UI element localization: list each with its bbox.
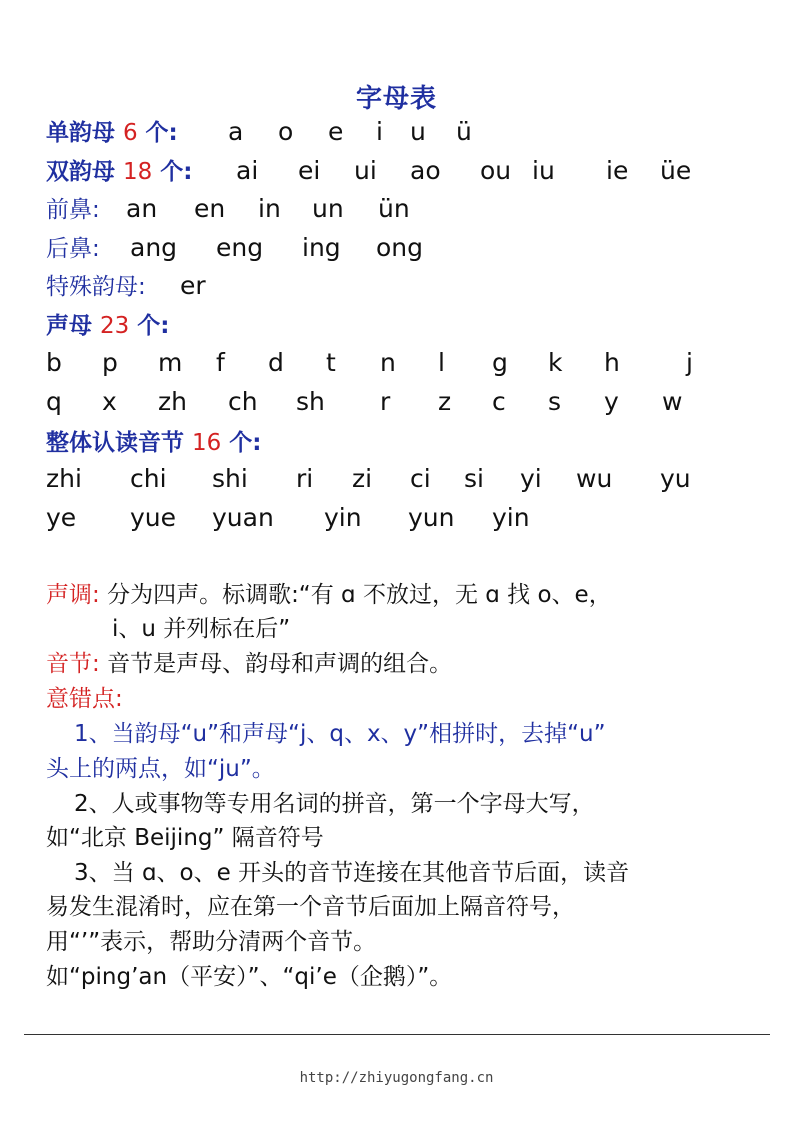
error-point-3-line-2: 易发生混淆时，应在第一个音节后面加上隔音符号， (46, 894, 575, 920)
simple-finals-row (46, 114, 472, 150)
whole-syllables-count: 16 (191, 430, 222, 456)
error-point-1-line-1: 1、当韵母“u”和声母“j、q、x、y”相拼时，去掉“u” (74, 721, 606, 747)
final-item: ou (480, 156, 512, 185)
special-final-row (46, 268, 206, 304)
initial-item: z (438, 387, 452, 416)
tones-label: 声调: (46, 582, 100, 608)
initial-item: d (268, 348, 284, 377)
final-item: ui (354, 156, 377, 185)
page-title: 字母表 (355, 84, 437, 114)
initial-item: l (438, 348, 445, 377)
initial-item: c (492, 387, 506, 416)
error-point-1-line-2: 头上的两点，如“ju”。 (46, 756, 275, 782)
initials-count: 23 (99, 313, 130, 339)
initial-item: k (548, 348, 563, 377)
compound-finals-count: 18 (122, 159, 153, 185)
final-item: ie (606, 156, 629, 185)
compound-finals-row (46, 153, 692, 189)
initial-item: j (686, 348, 693, 377)
syllable-item: ci (410, 464, 431, 493)
syllable-text: 音节是声母、韵母和声调的组合。 (107, 651, 453, 677)
final-item: an (126, 194, 158, 223)
compound-finals-unit: 个: (160, 159, 193, 185)
final-item: i (376, 117, 383, 146)
initial-item: r (380, 387, 391, 416)
front-nasal-label: 前鼻: (46, 197, 100, 223)
initial-item: q (46, 387, 62, 416)
whole-syllables-unit: 个: (229, 430, 262, 456)
final-item: eng (216, 233, 264, 262)
final-item: un (312, 194, 344, 223)
initial-item: ch (228, 387, 258, 416)
initial-item: g (492, 348, 508, 377)
final-item: ei (298, 156, 321, 185)
syllable-item: yin (324, 503, 362, 532)
syllable-item: zhi (46, 464, 82, 493)
syllable-item: yun (408, 503, 455, 532)
initial-item: y (604, 387, 619, 416)
initials-unit: 个: (137, 313, 170, 339)
simple-finals-unit: 个: (145, 120, 178, 146)
syllable-label: 音节: (46, 651, 100, 677)
initial-item: w (662, 387, 683, 416)
whole-syllables-label: 整体认读音节 (46, 430, 184, 456)
syllable-item: shi (212, 464, 248, 493)
syllable-line (46, 647, 452, 681)
initial-item: n (380, 348, 396, 377)
final-item: en (194, 194, 226, 223)
final-item: ai (236, 156, 259, 185)
initial-item: m (158, 348, 183, 377)
error-point-3-line-4: 如“ping’an（平安）”、“qi’e（企鹅）”。 (46, 964, 453, 990)
syllable-item: yin (492, 503, 530, 532)
syllable-item: yuan (212, 503, 274, 532)
back-nasal-label: 后鼻: (46, 236, 100, 262)
errors-label: 意错点: (46, 686, 123, 712)
final-item: üe (660, 156, 692, 185)
initial-item: p (102, 348, 118, 377)
syllable-item: ri (296, 464, 314, 493)
final-item: ün (378, 194, 410, 223)
syllable-item: yue (130, 503, 177, 532)
tones-text-2: i、u 并列标在后” (112, 616, 291, 642)
error-point-3-line-3: 用“’”表示，帮助分清两个音节。 (46, 929, 377, 955)
initial-item: f (216, 348, 225, 377)
final-item: a (228, 117, 244, 146)
syllable-item: yu (660, 464, 691, 493)
final-item: ao (410, 156, 441, 185)
error-point-2-line-2: 如“北京 Beijing” 隔音符号 (46, 825, 324, 851)
initials-label: 声母 (46, 313, 92, 339)
syllable-item: zi (352, 464, 373, 493)
syllable-item: ye (46, 503, 77, 532)
error-point-2-line-1: 2、人或事物等专用名词的拼音，第一个字母大写， (74, 791, 595, 817)
final-item: e (328, 117, 344, 146)
footer-divider (24, 1034, 770, 1035)
front-nasal-row (46, 191, 410, 227)
final-item: ü (456, 117, 472, 146)
initial-item: zh (158, 387, 187, 416)
final-item: in (258, 194, 281, 223)
initial-item: h (604, 348, 620, 377)
final-item: u (410, 117, 426, 146)
back-nasal-row (46, 230, 424, 266)
final-item: o (278, 117, 294, 146)
simple-finals-count: 6 (122, 120, 138, 146)
final-item: ong (376, 233, 424, 262)
initial-item: x (102, 387, 117, 416)
syllable-item: chi (130, 464, 167, 493)
compound-finals-label: 双韵母 (46, 159, 115, 185)
final-item: er (180, 271, 206, 300)
syllable-item: yi (520, 464, 542, 493)
final-item: ang (130, 233, 178, 262)
final-item: ing (302, 233, 341, 262)
tones-line-1 (46, 578, 612, 612)
initial-item: t (326, 348, 336, 377)
error-point-3-line-1: 3、当 ɑ、o、e 开头的音节连接在其他音节后面，读音 (74, 860, 630, 886)
footer-url[interactable]: http://zhiyugongfang.cn (299, 1070, 494, 1086)
initial-item: sh (296, 387, 325, 416)
initial-item: b (46, 348, 62, 377)
syllable-item: si (464, 464, 484, 493)
special-final-label: 特殊韵母: (46, 274, 146, 300)
initial-item: s (548, 387, 562, 416)
final-item: iu (532, 156, 555, 185)
syllable-item: wu (576, 464, 613, 493)
initials-header (46, 307, 169, 343)
whole-syllables-header (46, 424, 261, 460)
simple-finals-label: 单韵母 (46, 120, 115, 146)
tones-text-1: 分为四声。标调歌:“有 ɑ 不放过，无 ɑ 找 o、e， (107, 582, 612, 608)
